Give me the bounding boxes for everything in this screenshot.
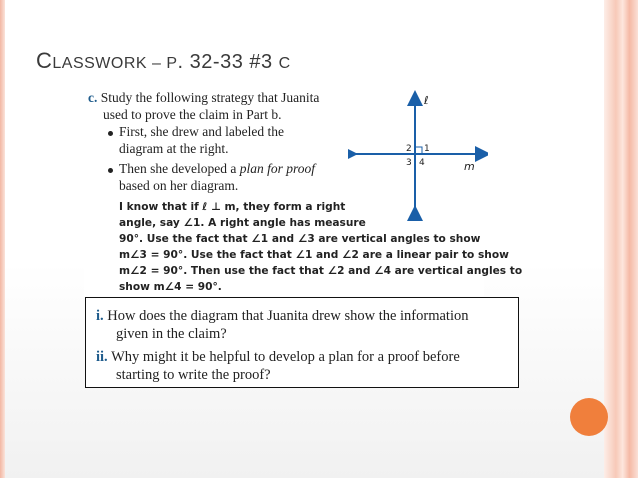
question-i-label: i. xyxy=(96,308,104,324)
title-suffix: C xyxy=(278,55,291,72)
perpendicular-lines-diagram xyxy=(348,88,488,222)
plan-line2: angle, say ∠1. A right angle has measure xyxy=(119,217,366,229)
question-ii-line2: starting to write the proof? xyxy=(116,367,271,383)
angle-2-label: 2 xyxy=(406,144,412,154)
label-m: m xyxy=(464,160,475,173)
bullet1-line2: diagram at the right. xyxy=(119,141,229,156)
question-ii-line1: ii. Why might it be helpful to develop a plan for a proof before xyxy=(96,349,460,365)
bullet2-line2: based on her diagram. xyxy=(119,178,239,193)
bullet-dot xyxy=(108,131,113,136)
bullet-dot xyxy=(108,168,113,173)
angle-4-label: 4 xyxy=(419,158,425,168)
decorative-orange-circle xyxy=(570,398,608,436)
bullet2-line1: Then she developed a plan for proof xyxy=(119,161,315,176)
problem-intro-line1: c. Study the following strategy that Juanita xyxy=(88,90,320,105)
angle-1-label: 1 xyxy=(424,144,430,154)
bullet1-line1: First, she drew and labeled the xyxy=(119,124,284,139)
right-border-decoration xyxy=(604,0,638,478)
plan-line6: show m∠4 = 90°. xyxy=(119,281,222,293)
plan-line4: m∠3 = 90°. Use the fact that ∠1 and ∠2 are a linear pair to show xyxy=(119,249,509,261)
question-i-line2: given in the claim? xyxy=(116,326,227,342)
plan-line1: I know that if ℓ ⊥ m, they form a right xyxy=(119,201,346,213)
question-ii-label: ii. xyxy=(96,349,108,365)
plan-line3: 90°. Use the fact that ∠1 and ∠3 are vertical angles to show xyxy=(119,233,481,245)
title-p-letter: P xyxy=(166,55,178,72)
title-rest: . 32-33 #3 xyxy=(177,51,279,73)
problem-label: c. xyxy=(88,90,98,105)
question-i-line1: i. How does the diagram that Juanita drew show the information xyxy=(96,308,469,324)
left-border-decoration xyxy=(0,0,5,478)
problem-intro-line2: used to prove the claim in Part b. xyxy=(103,107,282,122)
questions-box xyxy=(85,297,519,388)
slide-title xyxy=(36,48,291,74)
angle-3-label: 3 xyxy=(406,158,412,168)
title-small-caps: LASSWORK – xyxy=(52,55,167,72)
right-angle-mark xyxy=(415,147,422,154)
plan-line5: m∠2 = 90°. Then use the fact that ∠2 and ∠4 are vertical angles to xyxy=(119,265,523,277)
label-l: ℓ xyxy=(424,94,429,107)
title-first-letter: C xyxy=(36,48,53,73)
